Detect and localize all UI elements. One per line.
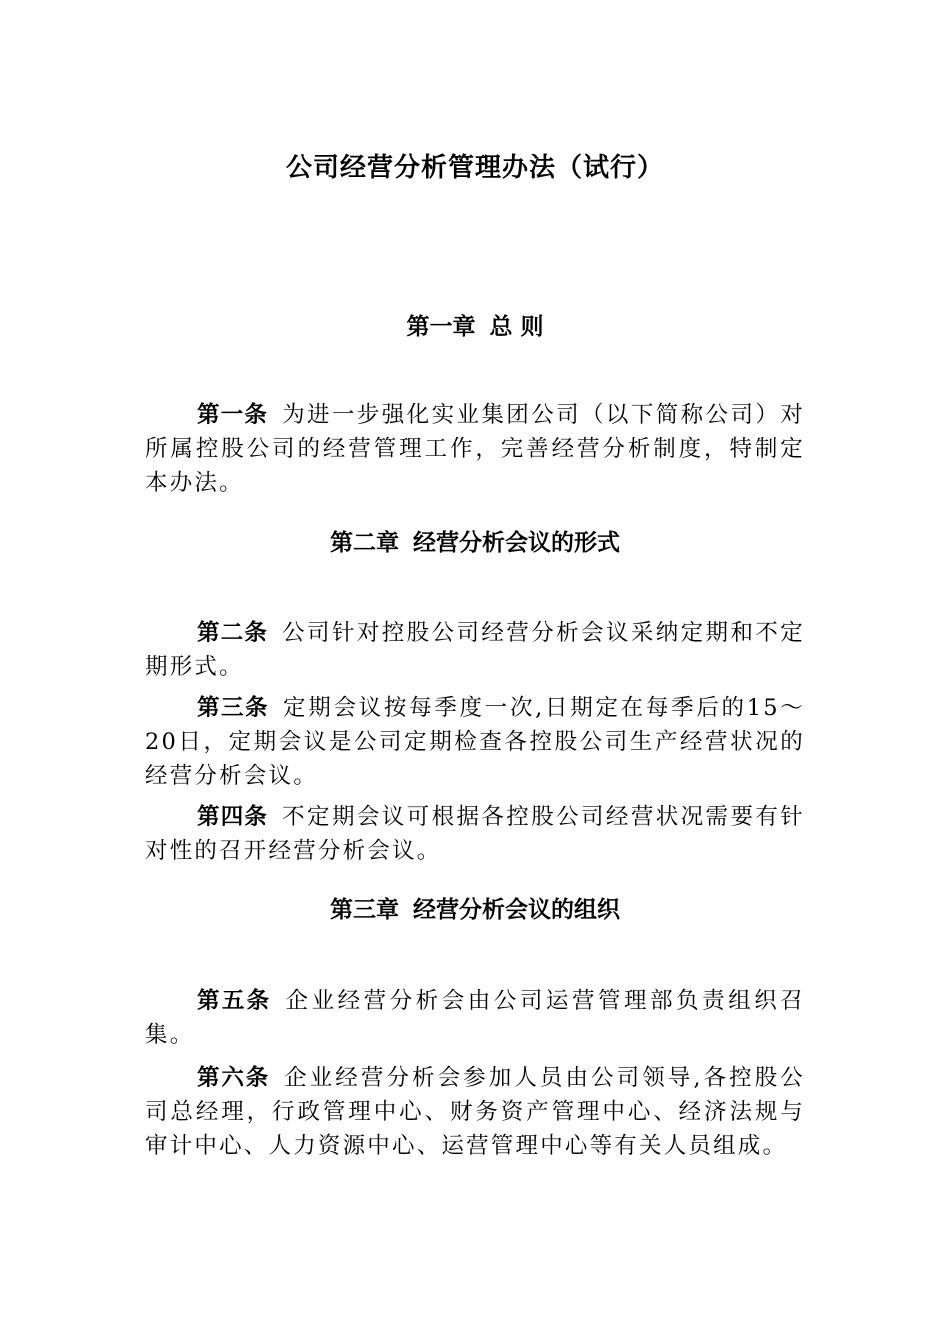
article-paragraph xyxy=(145,800,805,868)
article-number: 第二条 xyxy=(197,620,269,646)
article-number: 第四条 xyxy=(197,804,269,830)
article-number: 第三条 xyxy=(197,695,270,721)
chapter-heading xyxy=(0,893,950,927)
article-text: 为进一步强化实业集团公司（以下简称公司）对所属控股公司的经营管理工作，完善经营分析制度，特制定本办法。 xyxy=(145,402,805,496)
document-title: 公司经营分析管理办法（试行） xyxy=(285,153,664,183)
article-text: 不定期会议可根据各控股公司经营状况需要有针对性的召开经营分析会议。 xyxy=(145,804,805,864)
chapter-number: 第三章 xyxy=(330,897,399,923)
article-text: 企业经营分析会参加人员由公司领导,各控股公司总经理，行政管理中心、财务资产管理中心、经济法规与审计中心、人力资源中心、运营管理中心等有关人员组成。 xyxy=(145,1065,805,1159)
chapter-number: 第二章 xyxy=(330,530,399,556)
article-text: 定期会议按每季度一次,日期定在每季后的15～20日，定期会议是公司定期检查各控股公司生产经营状况的经营分析会议。 xyxy=(145,695,805,789)
article-paragraph xyxy=(145,616,805,684)
article-text: 公司针对控股公司经营分析会议采纳定期和不定期形式。 xyxy=(145,620,805,680)
article-number: 第五条 xyxy=(197,988,272,1014)
article-number: 第六条 xyxy=(197,1065,271,1091)
article-paragraph xyxy=(145,398,805,500)
article-text: 企业经营分析会由公司运营管理部负责组织召集。 xyxy=(145,988,805,1048)
chapter-name: 总 则 xyxy=(489,314,544,340)
article-paragraph xyxy=(145,984,805,1052)
chapter-heading xyxy=(0,310,950,344)
chapter-name: 经营分析会议的形式 xyxy=(413,530,620,556)
article-paragraph xyxy=(145,691,805,793)
article-paragraph xyxy=(145,1061,805,1163)
chapter-name: 经营分析会议的组织 xyxy=(413,897,620,923)
chapter-number: 第一章 xyxy=(406,314,476,340)
chapter-heading xyxy=(0,526,950,560)
article-number: 第一条 xyxy=(197,402,269,428)
